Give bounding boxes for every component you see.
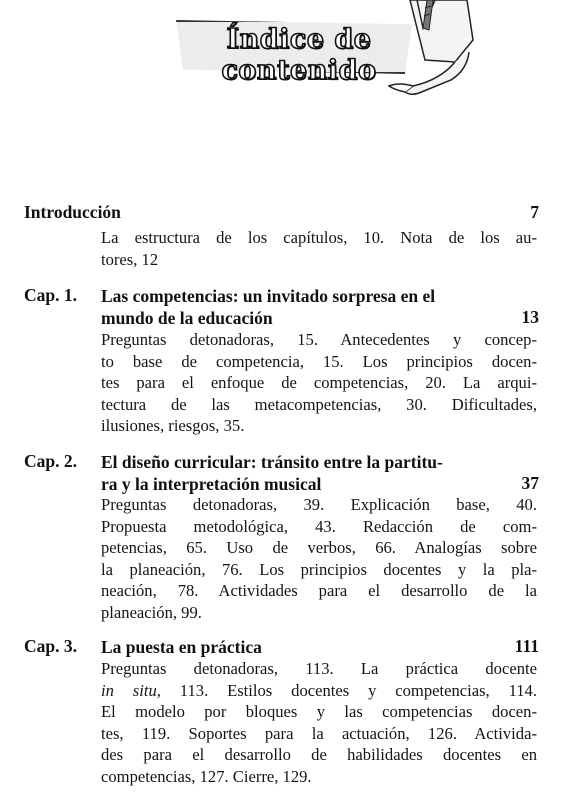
subtopics-line: planeación, 99. [101,602,202,622]
chapter-label: Cap. 2. [24,451,77,471]
page-number: 13 [521,307,539,327]
page-number: 7 [530,202,539,222]
subtopics-line: Preguntas detonadoras, 39. Explicación base, 40. [101,495,537,514]
entry-title [101,451,443,495]
subtopics-line: competencias, 127. Cierre, 129. [101,766,312,786]
entry-title-line: Las competencias: un invitado sorpresa en el [101,286,436,306]
entry-title [101,285,435,329]
entry-title-line: mundo de la educación [101,308,273,328]
italic-term: in situ [101,680,157,700]
entry-title [24,202,121,223]
page-number: 111 [514,636,539,656]
subtopics-line: tectura de las metacompetencias, 30. Dificultades, [101,394,537,414]
entry-title-line: El diseño curricular: tránsito entre la partitu- [101,452,443,472]
subtopics-line: tores, 12 [101,249,159,269]
chapter-label: Cap. 3. [24,636,77,656]
subtopics-line: tes, 119. Soportes para la actuación, 126. Activida- [101,723,537,743]
entry-subtopics [101,227,537,270]
subtopics-line-italic-start: in situ, 113. Estilos docentes y competencias, 114. [101,680,537,700]
entry-subtopics [101,658,537,788]
subtopics-line: neación, 78. Actividades para el desarrollo de la [101,581,537,601]
subtopics-line: El modelo por bloques y las competencias docen- [101,702,537,722]
subtopics-line: tes para el enfoque de competencias, 20. La arqui- [101,373,537,393]
subtopics-line: La estructura de los capítulos, 10. Nota de los au- [101,228,537,247]
subtopics-line: la planeación, 76. Los principios docentes y la pla- [101,559,537,579]
subtopics-line: ilusiones, riesgos, 35. [101,416,245,436]
subtopics-line: to base de competencia, 15. Los principios docen- [101,351,537,371]
entry-subtopics [101,329,537,437]
header [0,0,563,120]
entry-title [101,636,262,658]
entry-title-line: ra y la interpretación musical [101,474,322,494]
page-title: Índice de contenido [221,24,377,86]
subtopics-line: Preguntas detonadoras, 113. La práctica docente [101,659,537,678]
subtopics-line: Preguntas detonadoras, 15. Antecedentes y concep- [101,330,537,349]
entry-title-line: Introducción [24,202,121,222]
page-number: 37 [521,473,539,493]
entry-subtopics [101,494,537,624]
chapter-label: Cap. 1. [24,285,77,305]
subtopics-line: des para el desarrollo de habilidades docentes en [101,745,537,765]
entry-title-line: La puesta en práctica [101,637,262,657]
subtopics-line: petencias, 65. Uso de verbos, 66. Analogías sobre [101,538,537,558]
subtopics-line: Propuesta metodológica, 43. Redacción de com- [101,516,537,536]
